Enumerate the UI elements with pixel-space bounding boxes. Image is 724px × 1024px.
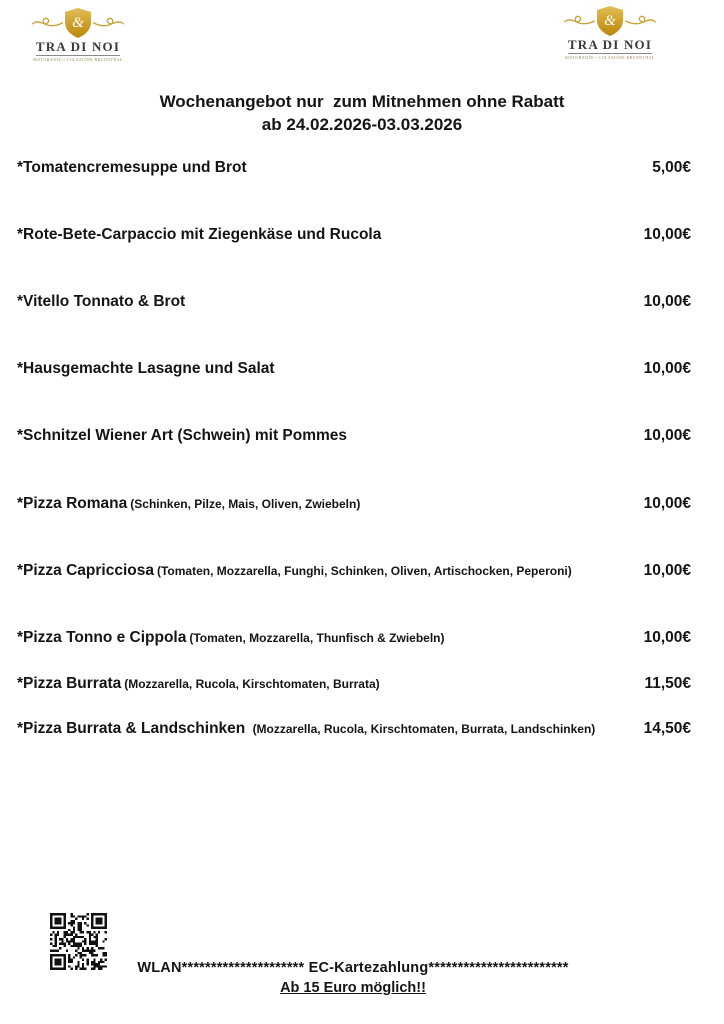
svg-text:&: & bbox=[72, 15, 84, 31]
menu-item-row bbox=[17, 562, 691, 580]
menu-item-price: 10,00€ bbox=[643, 562, 691, 579]
menu-item-row bbox=[17, 427, 691, 445]
menu-item-price: 10,00€ bbox=[643, 427, 691, 444]
menu-list bbox=[17, 0, 691, 1024]
menu-item-row bbox=[17, 675, 691, 693]
menu-item-ingredients: (Schinken, Pilze, Mais, Oliven, Zwiebeln) bbox=[130, 497, 361, 511]
svg-text:&: & bbox=[604, 13, 616, 29]
menu-item-price: 10,00€ bbox=[643, 629, 691, 646]
menu-item-row bbox=[17, 360, 691, 378]
menu-item-name: *Hausgemachte Lasagne und Salat bbox=[17, 360, 275, 377]
menu-item-price: 10,00€ bbox=[643, 495, 691, 512]
menu-item-row bbox=[17, 720, 691, 738]
restaurant-tagline: RISTORANTE • COLAZIONE BRUNNTHAL bbox=[565, 55, 655, 60]
menu-item-row bbox=[17, 495, 691, 513]
menu-item-name: *Pizza Tonno e Cippola bbox=[17, 629, 187, 646]
menu-item-price: 10,00€ bbox=[643, 226, 691, 243]
menu-item-price: 14,50€ bbox=[643, 720, 691, 737]
menu-item-name: *Vitello Tonnato & Brot bbox=[17, 293, 186, 310]
restaurant-name: TRA DI NOI bbox=[35, 39, 121, 54]
menu-item-ingredients: (Mozzarella, Rucola, Kirschtomaten, Burrata, Landschinken) bbox=[252, 722, 596, 736]
menu-item-ingredients: (Tomaten, Mozzarella, Funghi, Schinken, Oliven, Artischocken, Peperoni) bbox=[156, 564, 572, 578]
menu-item-name: *Pizza Burrata bbox=[17, 675, 122, 692]
menu-item-row bbox=[17, 293, 691, 311]
menu-item-name: *Pizza Burrata & Landschinken bbox=[17, 720, 250, 737]
menu-item-name: *Rote-Bete-Carpaccio mit Ziegenkäse und Rucola bbox=[17, 226, 382, 243]
menu-item-row bbox=[17, 629, 691, 647]
menu-item-price: 10,00€ bbox=[643, 360, 691, 377]
offer-title: Wochenangebot nur zum Mitnehmen ohne Rabatt bbox=[159, 92, 565, 111]
menu-item-price: 11,50€ bbox=[644, 675, 691, 692]
menu-item-name: *Pizza Capricciosa bbox=[17, 562, 154, 579]
restaurant-tagline: RISTORANTE • COLAZIONE BRUNNTHAL bbox=[33, 57, 123, 62]
menu-item-name: *Tomatencremesuppe und Brot bbox=[17, 159, 247, 176]
offer-date-range: ab 24.02.2026-03.03.2026 bbox=[261, 115, 463, 134]
menu-item-price: 10,00€ bbox=[643, 293, 691, 310]
menu-item-name: *Pizza Romana bbox=[17, 495, 128, 512]
menu-item-name: *Schnitzel Wiener Art (Schwein) mit Pommes bbox=[17, 427, 348, 444]
wlan-payment-line: WLAN********************* EC-Kartezahlung************************ bbox=[137, 960, 569, 976]
menu-item-ingredients: (Mozzarella, Rucola, Kirschtomaten, Burrata) bbox=[124, 677, 380, 691]
menu-item-row bbox=[17, 159, 691, 177]
menu-item-row bbox=[17, 226, 691, 244]
minimum-order-line: Ab 15 Euro möglich!! bbox=[280, 980, 426, 996]
menu-item-ingredients: (Tomaten, Mozzarella, Thunfisch & Zwiebeln) bbox=[189, 631, 445, 645]
restaurant-name: TRA DI NOI bbox=[567, 37, 653, 52]
menu-item-price: 5,00€ bbox=[652, 159, 691, 176]
